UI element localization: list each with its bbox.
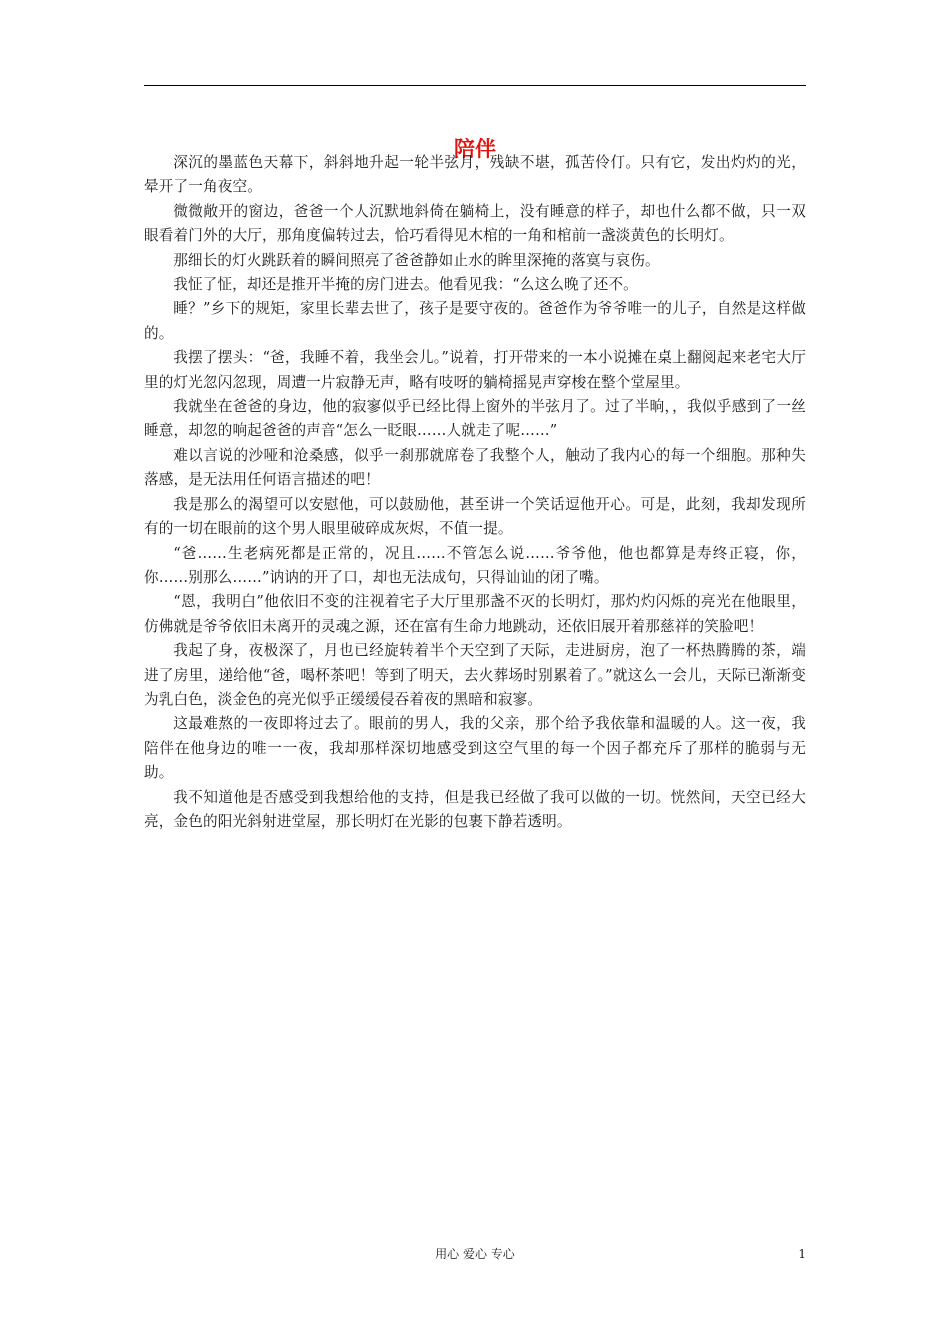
paragraph: 我是那么的渴望可以安慰他，可以鼓励他，甚至讲一个笑话逗他开心。可是，此刻，我却发现所有的一切在眼前的这个男人眼里破碎成灰烬，不值一提。 xyxy=(144,495,806,538)
paragraph: 微微敞开的窗边，爸爸一个人沉默地斜倚在躺椅上，没有睡意的样子，却也什么都不做，只一双眼看着门外的大厅，那角度偏转过去，恰巧看得见木棺的一角和棺前一盏淡黄色的长明灯。 xyxy=(144,202,806,245)
paragraph: 我摆了摆头：“爸，我睡不着，我坐会儿。”说着，打开带来的一本小说摊在桌上翻阅起来老宅大厅里的灯光忽闪忽现，周遭一片寂静无声，略有吱呀的躺椅摇晃声穿梭在整个堂屋里。 xyxy=(144,349,806,391)
page-number: 1 xyxy=(798,1247,806,1261)
paragraph: 睡？”乡下的规矩，家里长辈去世了，孩子是要守夜的。爸爸作为爷爷唯一的儿子，自然是这样做的。 xyxy=(144,300,806,342)
paragraph: “爸……生老病死都是正常的，况且……不管怎么说……爷爷他，他也都算是寿终正寝，你，你……别那么……”讷讷的开了口，却也无法成句，只得讪讪的闭了嘴。 xyxy=(144,544,806,586)
paragraph: 这最难熬的一夜即将过去了。眼前的男人，我的父亲，那个给予我依靠和温暖的人。这一夜，我陪伴在他身边的唯一一夜，我却那样深切地感受到这空气里的每一个因子都充斥了那样的脆弱与无助。 xyxy=(144,715,806,782)
article-body xyxy=(144,151,806,834)
paragraph: 我就坐在爸爸的身边，他的寂寥似乎已经比得上窗外的半弦月了。过了半晌，，我似乎感到了一丝睡意，却忽的响起爸爸的声音“怎么一眨眼……人就走了呢……” xyxy=(144,398,806,440)
document-title: 陪伴 xyxy=(454,136,496,162)
paragraph: “恩，我明白”他依旧不变的注视着宅子大厅里那盏不灭的长明灯，那灼灼闪烁的亮光在他眼里，仿佛就是爷爷依旧未离开的灵魂之源，还在富有生命力地跳动，还依旧展开着那慈祥的笑脸吧！ xyxy=(144,593,807,635)
header-rule xyxy=(144,85,806,86)
paragraph: 深沉的墨蓝色天幕下，斜斜地升起一轮半弦月，残缺不堪，孤苦伶仃。只有它，发出灼灼的光，晕开了一角夜空。 xyxy=(144,154,806,196)
paragraph: 那细长的灯火跳跃着的瞬间照亮了爸爸静如止水的眸里深掩的落寞与哀伤。 xyxy=(173,251,660,269)
paragraph: 我起了身，夜极深了，月也已经旋转着半个天空到了天际，走进厨房，泡了一杯热腾腾的茶，端进了房里，递给他“爸，喝杯茶吧！等到了明天，去火葬场时别累着了。”就这么一会儿，天际已渐渐变为乳白色，淡金色的亮光似乎正缓缓侵吞着夜的黑暗和寂寥。 xyxy=(144,642,806,708)
paragraph: 难以言说的沙哑和沧桑感，似乎一刹那就席卷了我整个人，触动了我内心的每一个细胞。那种失落感，是无法用任何语言描述的吧！ xyxy=(144,446,806,489)
paragraph: 我怔了怔，却还是推开半掩的房门进去。他看见我：“么这么晚了还不。 xyxy=(173,276,638,294)
paragraph: 我不知道他是否感受到我想给他的支持，但是我已经做了我可以做的一切。恍然间，天空已经大亮，金色的阳光斜射进堂屋，那长明灯在光影的包裹下静若透明。 xyxy=(144,788,806,830)
footer-slogan: 用心 爱心 专心 xyxy=(435,1247,515,1261)
